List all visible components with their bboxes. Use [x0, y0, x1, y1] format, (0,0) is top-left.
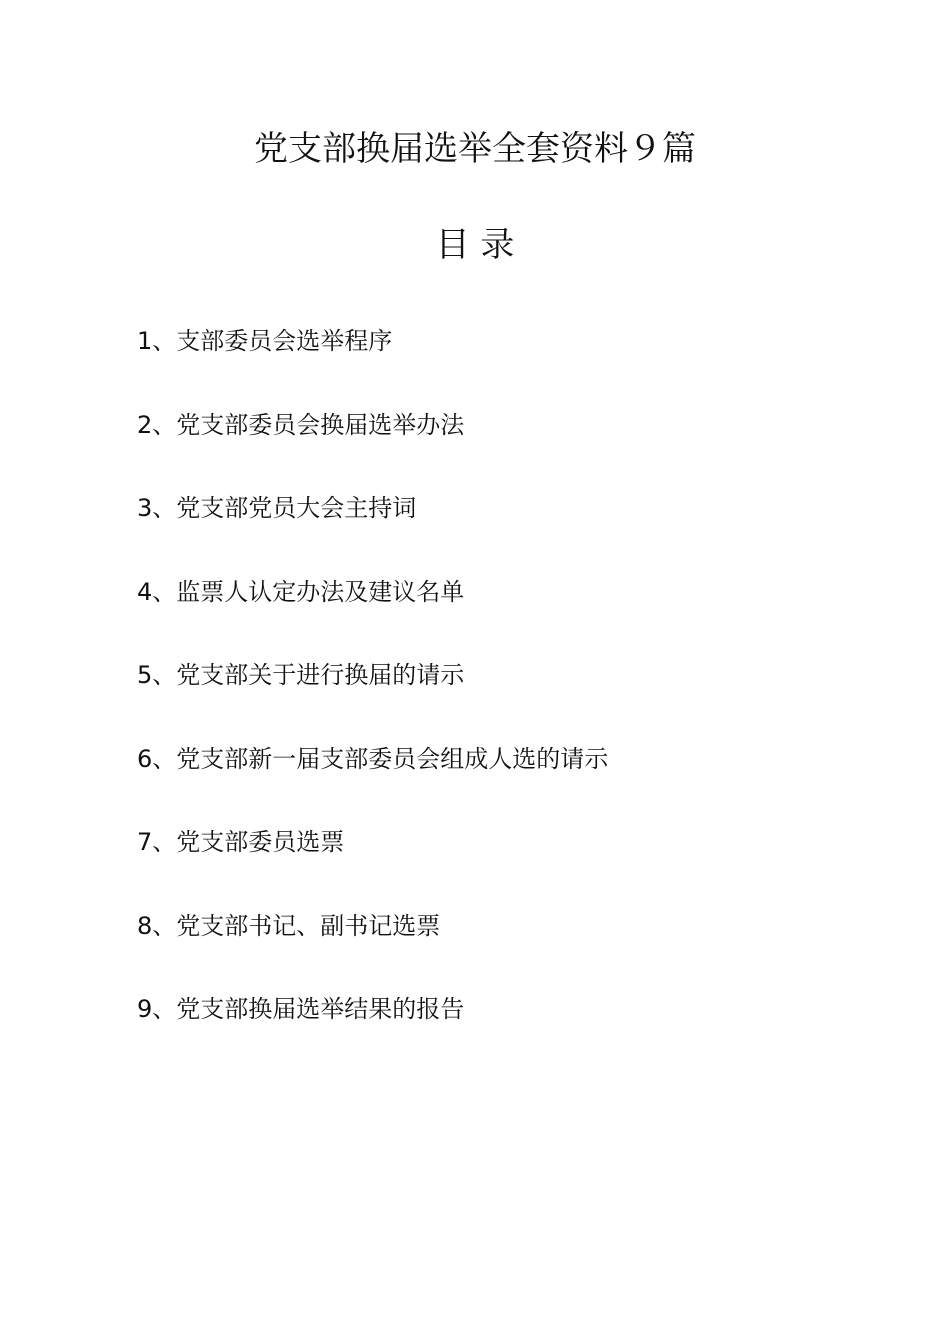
toc-heading: 目 录 — [435, 225, 515, 265]
toc-item-6: 6、党支部新一届支部委员会组成人选的请示 — [137, 744, 609, 773]
toc-item-4: 4、监票人认定办法及建议名单 — [137, 577, 465, 606]
toc-item-2: 2、党支部委员会换届选举办法 — [137, 410, 465, 439]
toc-item-9: 9、党支部换届选举结果的报告 — [137, 995, 465, 1023]
toc-list — [137, 323, 608, 1075]
toc-item-5: 5、党支部关于进行换届的请示 — [137, 661, 465, 689]
toc-item-1: 1、支部委员会选举程序 — [137, 327, 393, 355]
document-title: 党支部换届选举全套资料９篇 — [254, 129, 696, 169]
toc-item-8: 8、党支部书记、副书记选票 — [137, 911, 441, 940]
toc-item-3: 3、党支部党员大会主持词 — [137, 494, 417, 522]
toc-item-7: 7、党支部委员选票 — [137, 828, 345, 856]
